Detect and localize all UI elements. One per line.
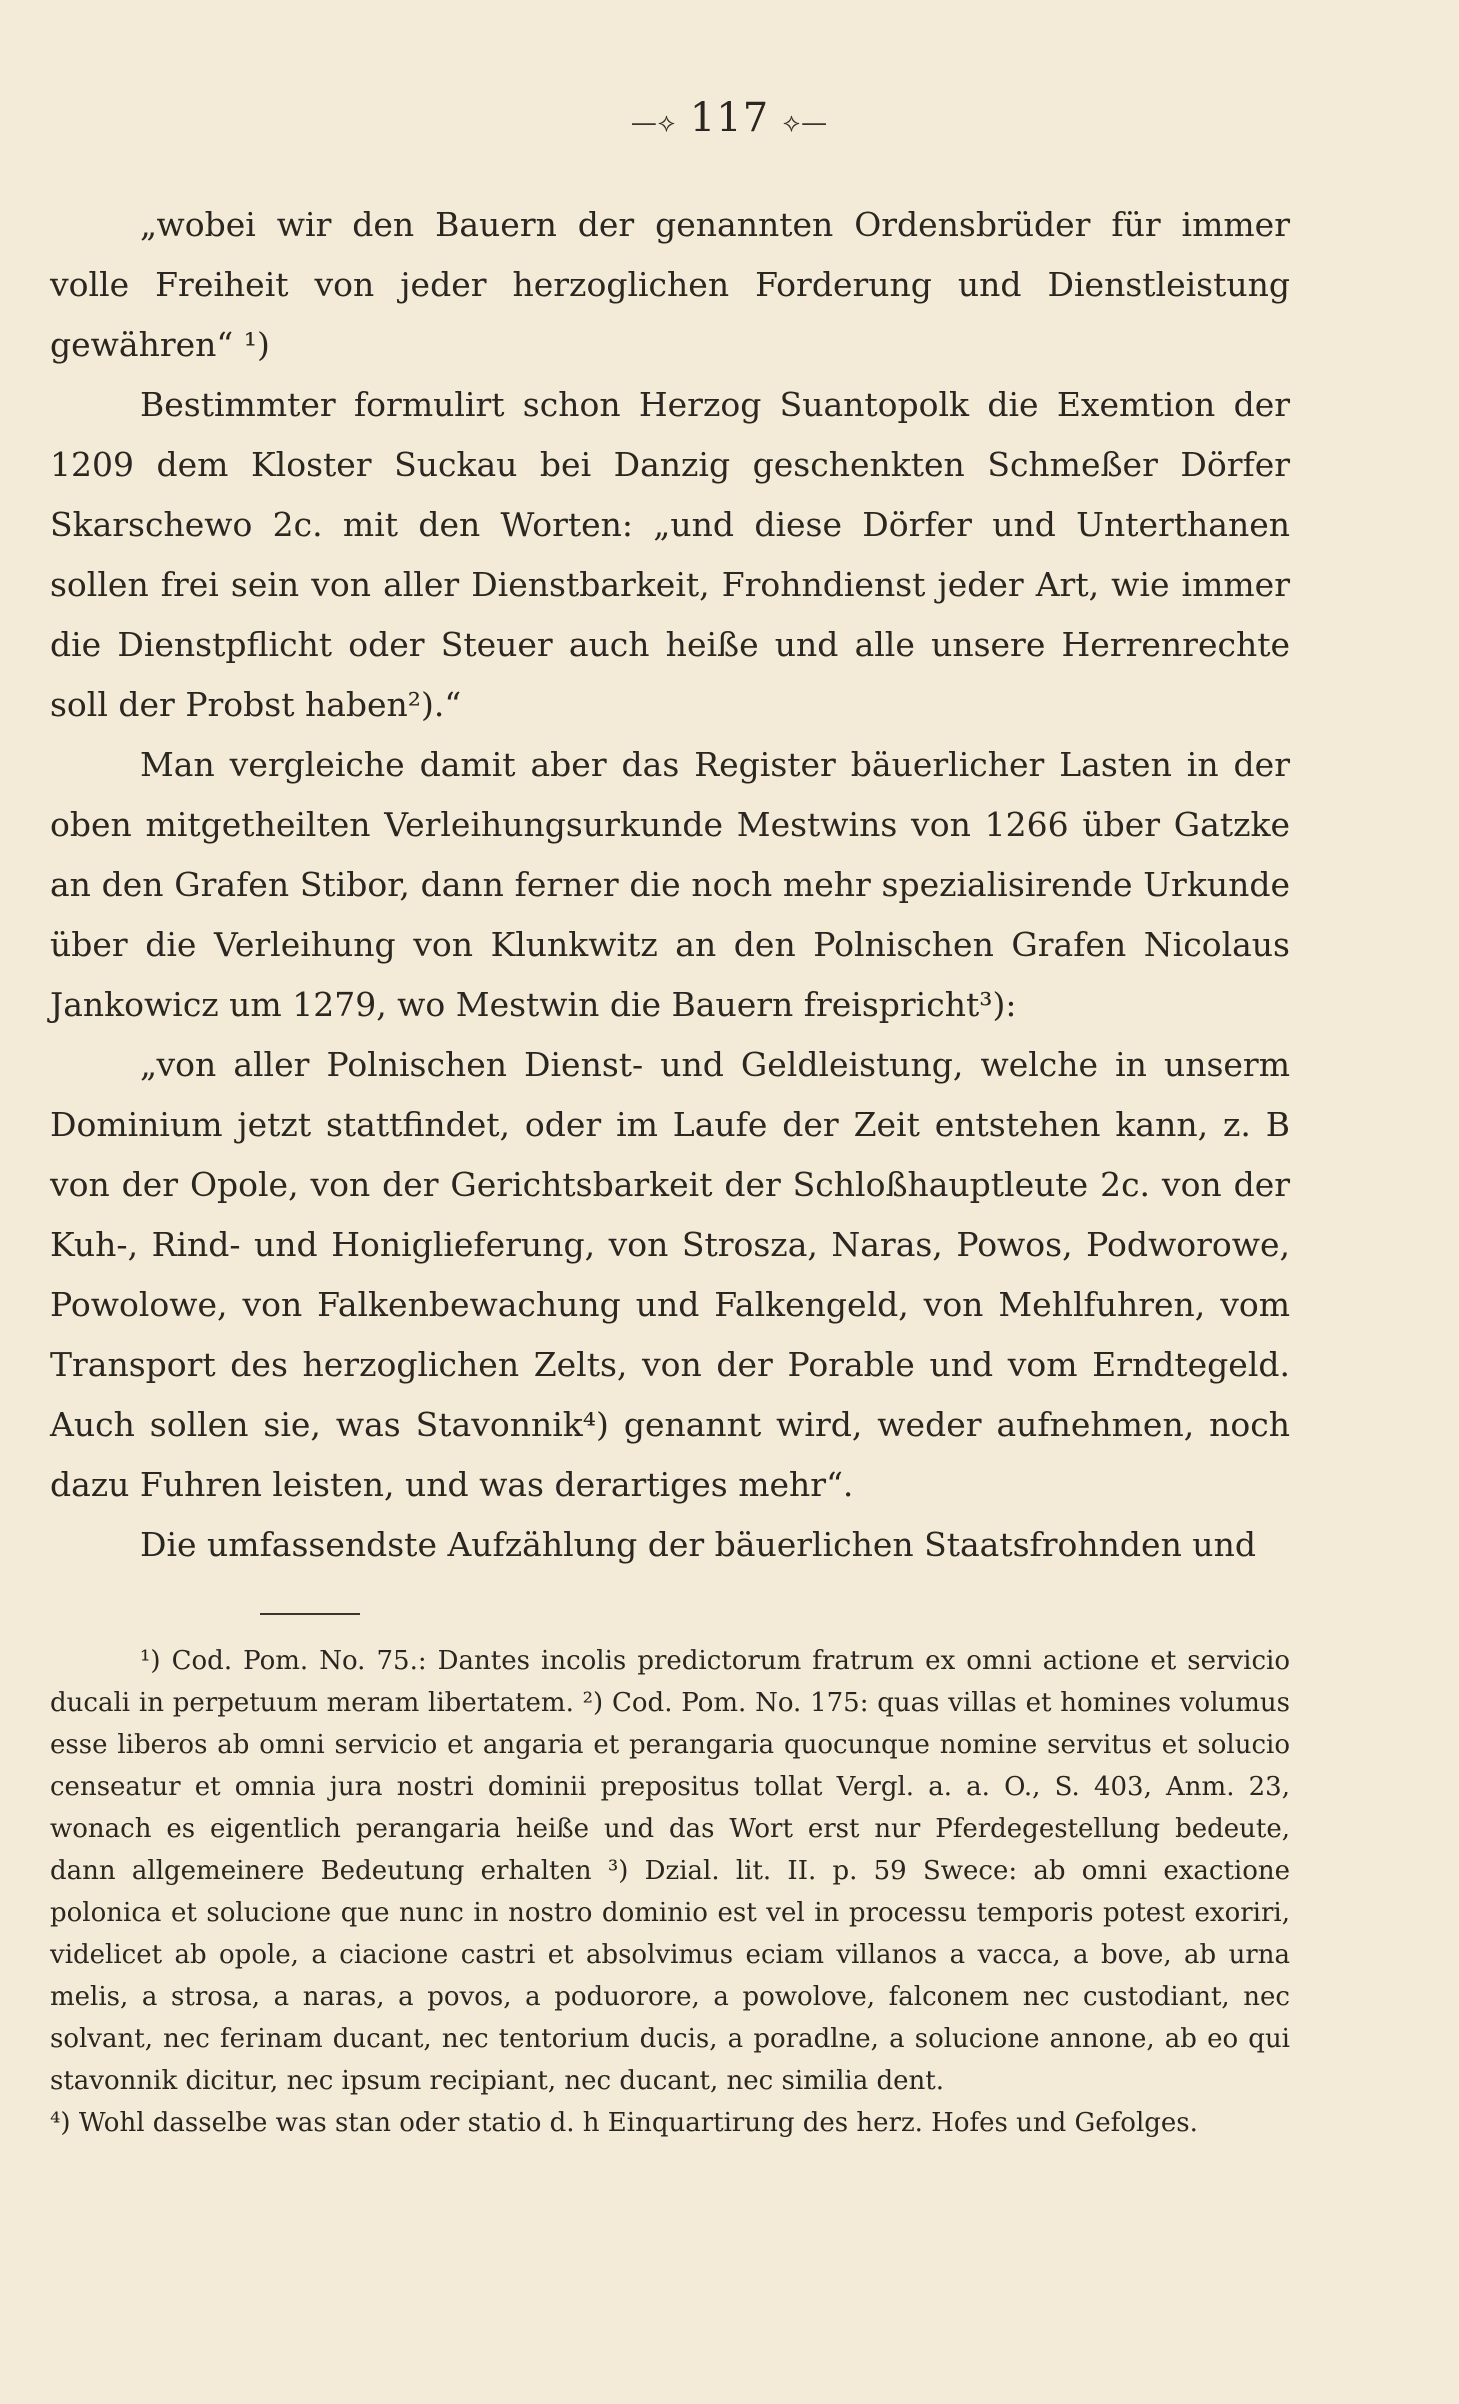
right-ornament: ⟡—: [782, 108, 829, 138]
paragraph-quote-1: „wobei wir den Bauern der genannten Ordensbrüder für immer volle Freiheit von jeder herzoglichen Forderung und Dienstleistung gewähren“ ¹): [50, 205, 1290, 364]
left-ornament: —⟡: [630, 108, 677, 138]
footnote-block-1: ¹) Cod. Pom. No. 75.: Dantes incolis predictorum fratrum ex omni actione et servicio ducali in perpetuum meram libertatem. ²) Cod. Pom. No. 175: quas villas et homines volumus esse liberos ab omni servicio et angaria et perangaria quocunque nomine servitus et solucio censeatur et omnia jura nostri dominii prepositus tollat Vergl. a. a. O., S. 403, Anm. 23, wonach es eigentlich perangaria heiße und das Wort erst nur Pferdegestellung bedeute, dann allgemeinere Bedeutung erhalten ³) Dzial. lit. II. p. 59 Swece: ab omni exactione polonica et solucione que nunc in nostro dominio est vel in processu temporis potest exoriri, videlicet ab opole, a ciacione castri et absolvimus eciam villanos a vacca, a bove, ab urna melis, a strosa, a naras, a povos, a poduorore, a powolove, falconem nec custodiant, nec solvant, nec ferinam ducant, nec tentorium ducis, a poradlne, a solucione annone, ab eo qui stavonnik dicitur, nec ipsum recipiant, nec ducant, nec similia dent.: [50, 1646, 1290, 2096]
page-header: [0, 95, 1459, 141]
footnote-divider: [260, 1613, 360, 1615]
paragraph-quote-2: „von aller Polnischen Dienst- und Geldleistung, welche in unserm Dominium jetzt stattfindet, oder im Laufe der Zeit entstehen kann, z. B von der Opole, von der Gerichtsbarkeit der Schloßhauptleute 2c. von der Kuh-, Rind- und Honiglieferung, von Strosza, Naras, Powos, Podworowe, Powolowe, von Falkenbewachung und Falkengeld, von Mehlfuhren, vom Transport des herzoglichen Zelts, von der Porable und vom Erndtegeld. Auch sollen sie, was Stavonnik⁴) genannt wird, weder aufnehmen, noch dazu Fuhren leisten, und was derartiges mehr“.: [50, 1045, 1290, 1504]
footnotes: [50, 1640, 1290, 2144]
page-number: 117: [689, 95, 770, 141]
footnote-4: ⁴) Wohl dasselbe was stan oder statio d. h Einquartirung des herz. Hofes und Gefolges.: [50, 2108, 1198, 2138]
paragraph-suantopolk: Bestimmter formulirt schon Herzog Suantopolk die Exemtion der 1209 dem Kloster Suckau bei Danzig geschenkten Schmeßer Dörfer Skarschewo 2c. mit den Worten: „und diese Dörfer und Unterthanen sollen frei sein von aller Dienstbarkeit, Frohndienst jeder Art, wie immer die Dienstpflicht oder Steuer auch heiße und alle unsere Herrenrechte soll der Probst haben²).“: [50, 385, 1290, 724]
paragraph-register: Man vergleiche damit aber das Register bäuerlicher Lasten in der oben mitgetheilten Verleihungsurkunde Mestwins von 1266 über Gatzke an den Grafen Stibor, dann ferner die noch mehr spezialisirende Urkunde über die Verleihung von Klunkwitz an den Polnischen Grafen Nicolaus Jankowicz um 1279, wo Mestwin die Bauern freispricht³):: [50, 745, 1290, 1024]
paragraph-last: Die umfassendste Aufzählung der bäuerlichen Staatsfrohnden und: [140, 1525, 1256, 1564]
main-text: [50, 195, 1290, 1575]
